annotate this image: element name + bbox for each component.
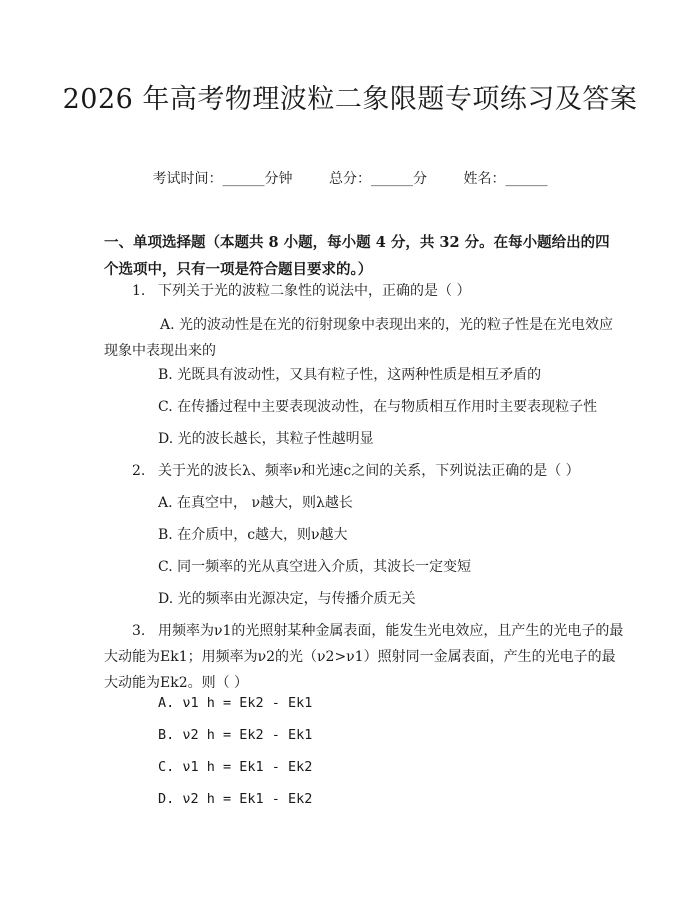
question-3-option-a: A. ν1 h = Ek2 - Ek1 — [158, 695, 313, 711]
question-2-option-a: A. 在真空中， ν越大，则λ越长 — [158, 495, 353, 511]
question-3-option-b: B. ν2 h = Ek2 - Ek1 — [158, 727, 313, 743]
question-2-stem — [104, 458, 624, 484]
question-3-option-d: D. ν2 h = Ek1 - Ek2 — [158, 791, 313, 807]
question-number: 2. — [132, 463, 146, 479]
question-text: 用频率为ν1的光照射某种金属表面，能发生光电效应，且产生的光电子的最大动能为Ek1；用频率为ν2的光（ν2>ν1）照射同一金属表面，产生的光电子的最大动能为Ek2。则（ ） — [104, 623, 624, 691]
question-1-option-d: D. 光的波长越长，其粒子性越明显 — [158, 431, 374, 447]
question-number: 1. — [132, 283, 146, 299]
question-2-option-d: D. 光的频率由光源决定，与传播介质无关 — [158, 591, 416, 607]
question-3-stem — [104, 618, 624, 696]
question-text: 关于光的波长λ、频率ν和光速c之间的关系，下列说法正确的是（ ） — [158, 463, 580, 479]
question-1-option-b: B. 光既具有波动性，又具有粒子性，这两种性质是相互矛盾的 — [158, 367, 542, 383]
exam-meta — [0, 168, 700, 188]
question-number: 3. — [132, 623, 146, 639]
exam-time-field: 考试时间：______分钟 — [152, 171, 293, 187]
question-2-option-b: B. 在介质中，c越大，则ν越大 — [158, 527, 348, 543]
page-title: 2026 年高考物理波粒二象限题专项练习及答案 — [62, 84, 638, 115]
question-1-option-a: A. 光的波动性是在光的衍射现象中表现出来的，光的粒子性是在光电效应现象中表现出来的 — [104, 317, 614, 359]
total-score-field: 总分：______分 — [329, 171, 427, 187]
question-1-stem — [104, 278, 624, 304]
question-1-option-c: C. 在传播过程中主要表现波动性，在与物质相互作用时主要表现粒子性 — [158, 399, 598, 415]
section-heading: 一、单项选择题（本题共 8 小题，每小题 4 分，共 32 分。在每小题给出的四个选项中，只有一项是符合题目要求的。） — [104, 234, 610, 278]
student-name-field: 姓名：______ — [463, 171, 548, 187]
question-2-option-c: C. 同一频率的光从真空进入介质，其波长一定变短 — [158, 559, 472, 575]
question-text: 下列关于光的波粒二象性的说法中，正确的是（ ） — [158, 283, 471, 299]
question-3-option-c: C. ν1 h = Ek1 - Ek2 — [158, 759, 313, 775]
